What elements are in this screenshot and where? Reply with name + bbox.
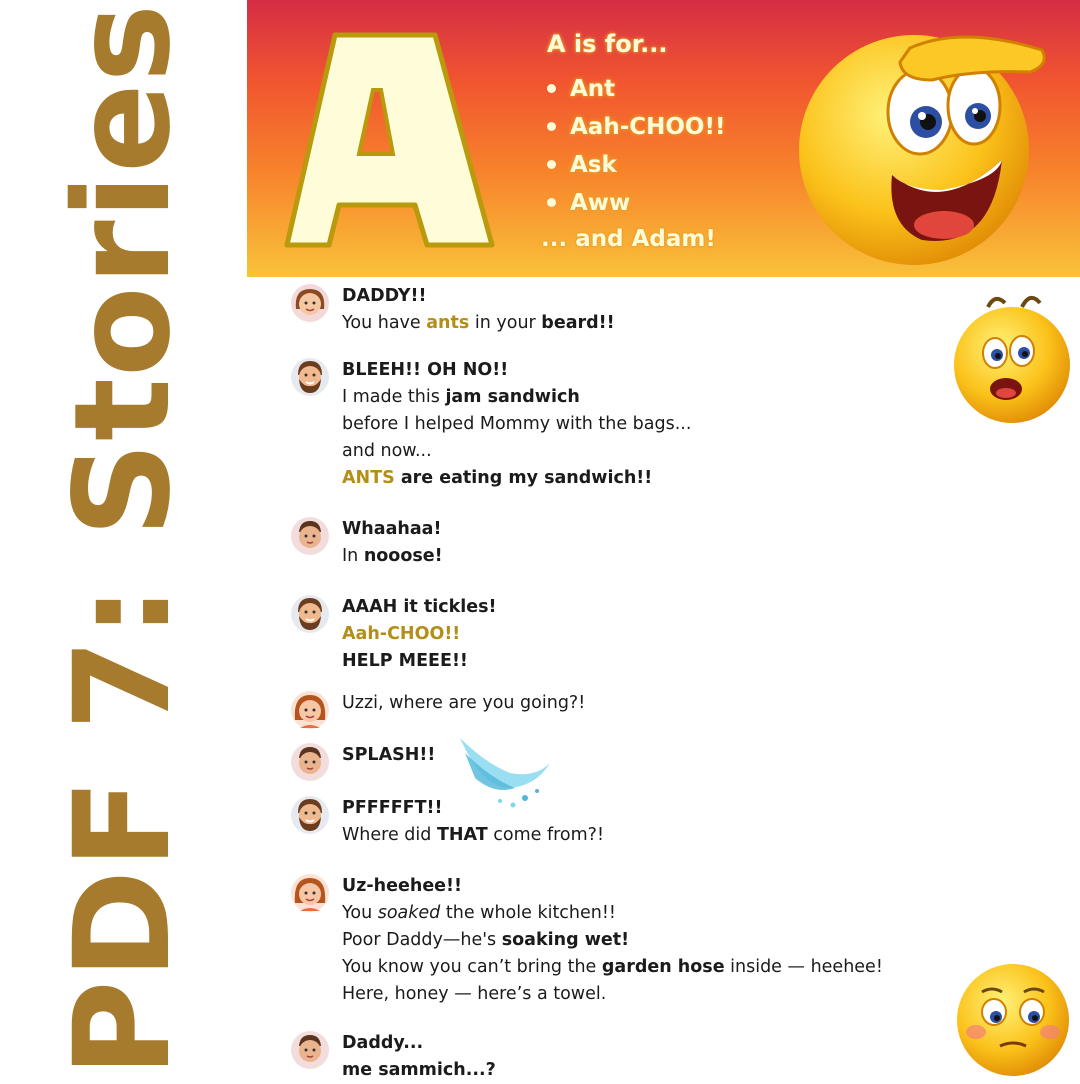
bullet-icon — [547, 160, 556, 169]
message-line: Poor Daddy—he's soaking wet! — [342, 930, 630, 950]
svg-text:A: A — [386, 230, 388, 231]
message-line: Uzzi, where are you going?! — [342, 693, 586, 713]
shy-emoji-icon — [952, 962, 1074, 1078]
list-item-label: Aah-CHOO!! — [570, 114, 726, 140]
and-adam-text: ... and Adam! — [541, 226, 716, 252]
baby-avatar-icon — [290, 516, 330, 556]
list-item — [545, 184, 725, 222]
saluting-emoji-icon — [792, 10, 1052, 270]
message-line: You know you can’t bring the garden hose inside — heehee! — [342, 957, 883, 977]
message-line: AAAH it tickles! — [342, 597, 497, 617]
message-lines — [342, 283, 615, 337]
daddy-avatar-icon — [290, 594, 330, 634]
message-line: In nooose! — [342, 546, 443, 566]
message-line: Uz-heehee!! — [342, 876, 463, 896]
message-line: BLEEH!! OH NO!! — [342, 360, 509, 380]
page-title: PDF 7: Stories — [46, 2, 200, 1078]
header-banner — [247, 0, 1080, 277]
message-line: You have ants in your beard!! — [342, 313, 615, 333]
surprised-emoji-icon — [950, 285, 1075, 425]
message-line: DADDY!! — [342, 286, 427, 306]
baby-avatar-icon — [290, 1030, 330, 1070]
message-line: me sammich...? — [342, 1060, 496, 1080]
message-line: I made this jam sandwich — [342, 387, 580, 407]
bullet-icon — [547, 198, 556, 207]
daddy-avatar-icon — [290, 357, 330, 397]
message-line: SPLASH!! — [342, 745, 436, 765]
bullet-icon — [547, 122, 556, 131]
message-line: HELP MEEE!! — [342, 651, 468, 671]
mommy-avatar-icon — [290, 690, 330, 730]
message-line: Here, honey — here’s a towel. — [342, 984, 607, 1004]
list-item-label: Ant — [570, 76, 616, 102]
list-item-label: Aww — [570, 190, 631, 216]
message-lines — [342, 357, 691, 492]
side-title-panel — [0, 0, 247, 1080]
message-line: before I helped Mommy with the bags... — [342, 414, 692, 434]
bullet-icon — [547, 84, 556, 93]
message-line: You soaked the whole kitchen!! — [342, 903, 616, 923]
message-lines — [342, 594, 496, 675]
message-line: PFFFFFT!! — [342, 798, 443, 818]
message-line: Where did THAT come from?! — [342, 825, 604, 845]
message-lines — [342, 873, 883, 1008]
list-item — [545, 108, 725, 146]
message-lines — [342, 795, 604, 849]
message-line: Daddy... — [342, 1033, 424, 1053]
message-line: and now... — [342, 441, 432, 461]
girl-avatar-icon — [290, 283, 330, 323]
message-line: Aah-CHOO!! — [342, 624, 461, 644]
big-letter-a — [277, 30, 497, 250]
message-lines — [342, 690, 585, 717]
list-item-label: Ask — [570, 152, 617, 178]
message-line: Whaahaa! — [342, 519, 442, 539]
message-lines — [342, 516, 443, 570]
baby-avatar-icon — [290, 742, 330, 782]
a-words-list — [545, 70, 725, 222]
list-item — [545, 70, 725, 108]
a-is-for-heading: A is for... — [547, 30, 668, 58]
list-item — [545, 146, 725, 184]
mommy-avatar-icon — [290, 873, 330, 913]
message-lines — [342, 1030, 496, 1084]
daddy-avatar-icon — [290, 795, 330, 835]
message-lines — [342, 742, 435, 769]
message-line: ANTS are eating my sandwich!! — [342, 468, 653, 488]
